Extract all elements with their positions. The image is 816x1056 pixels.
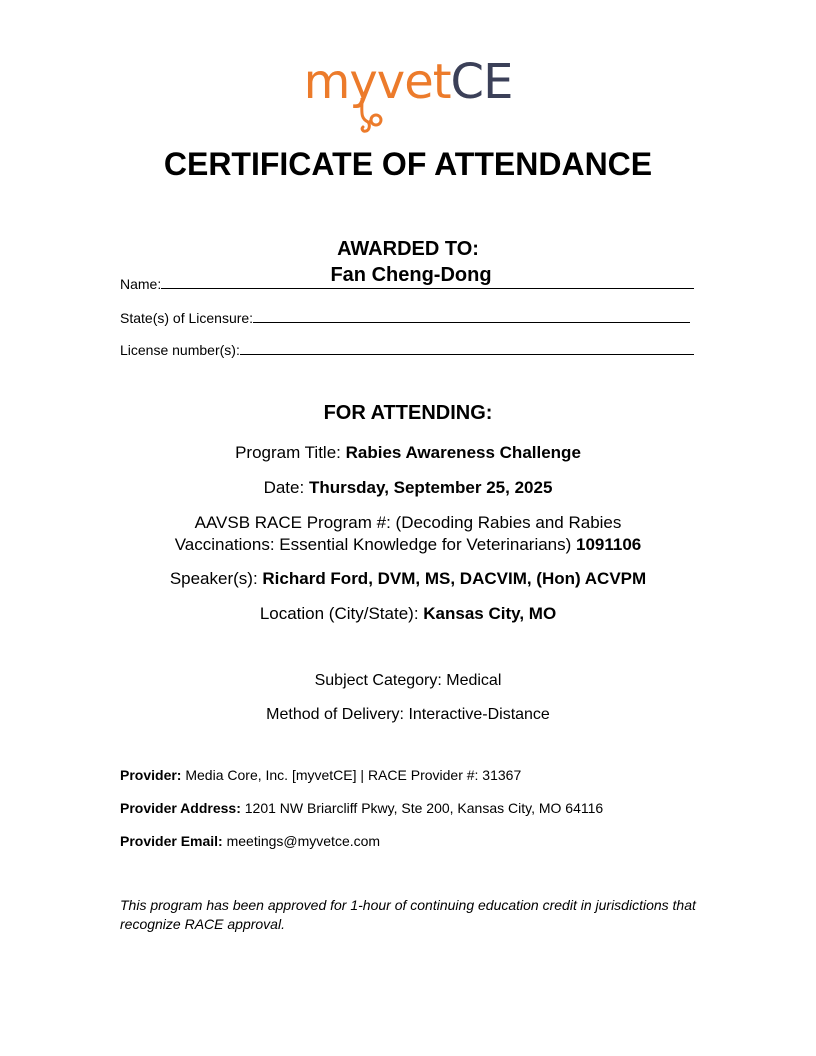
provider-value: Media Core, Inc. [myvetCE] | RACE Provider #: 31367 bbox=[181, 767, 522, 783]
logo-text-v: v bbox=[376, 54, 405, 110]
logo-text-ce: CE bbox=[450, 54, 513, 110]
for-attending-heading: FOR ATTENDING: bbox=[323, 402, 493, 424]
program-title-value: Rabies Awareness Challenge bbox=[345, 443, 581, 462]
speaker-label: Speaker(s): bbox=[169, 569, 263, 588]
provider-label: Provider: bbox=[120, 767, 182, 783]
certificate-title: CERTIFICATE OF ATTENDANCE bbox=[163, 146, 653, 182]
name-line bbox=[120, 276, 694, 292]
race-number: 1091106 bbox=[576, 535, 642, 554]
program-title bbox=[0, 442, 816, 464]
program-title-label: Program Title: bbox=[235, 443, 346, 462]
license-line bbox=[120, 342, 694, 358]
awarded-to-heading: AWARDED TO: bbox=[337, 238, 479, 260]
date-label: Date: bbox=[263, 478, 309, 497]
race-label-line2: Vaccinations: Essential Knowledge for Veterinarians) bbox=[174, 535, 577, 554]
provider-email bbox=[120, 833, 380, 849]
state-label: State(s) of Licensure: bbox=[120, 310, 254, 326]
license-label: License number(s): bbox=[120, 342, 240, 358]
recipient-name: Fan Cheng-Dong bbox=[330, 264, 492, 286]
logo-text-my: my bbox=[303, 54, 377, 110]
provider-email-label: Provider Email: bbox=[120, 833, 223, 849]
date-value: Thursday, September 25, 2025 bbox=[308, 478, 553, 497]
provider-info bbox=[120, 767, 521, 783]
myvetce-logo bbox=[0, 54, 816, 110]
logo-text-et: et bbox=[404, 54, 451, 110]
stethoscope-icon bbox=[356, 98, 386, 134]
provider-address-value: 1201 NW Briarcliff Pkwy, Ste 200, Kansas City, MO 64116 bbox=[240, 800, 604, 816]
name-rule bbox=[161, 287, 694, 289]
method-of-delivery: Method of Delivery: Interactive-Distance bbox=[266, 706, 550, 723]
provider-email-value: meetings@myvetce.com bbox=[222, 833, 381, 849]
race-approval-disclaimer: This program has been approved for 1-hour of continuing education credit in jurisdictions that recognize RACE approval. bbox=[120, 897, 696, 932]
program-date bbox=[0, 477, 816, 499]
location-label: Location (City/State): bbox=[259, 604, 424, 623]
provider-address-label: Provider Address: bbox=[120, 800, 241, 816]
license-rule bbox=[240, 353, 694, 355]
state-rule bbox=[253, 321, 690, 323]
speakers bbox=[0, 568, 816, 590]
location-value: Kansas City, MO bbox=[423, 604, 557, 623]
name-label: Name: bbox=[120, 276, 162, 292]
subject-category: Subject Category: Medical bbox=[314, 672, 502, 689]
provider-address bbox=[120, 800, 603, 816]
race-program bbox=[0, 512, 816, 556]
speaker-value: Richard Ford, DVM, MS, DACVIM, (Hon) ACVPM bbox=[262, 569, 647, 588]
state-line bbox=[120, 310, 690, 326]
race-label-line1: AAVSB RACE Program #: (Decoding Rabies and Rabies bbox=[194, 513, 622, 532]
location bbox=[0, 603, 816, 625]
